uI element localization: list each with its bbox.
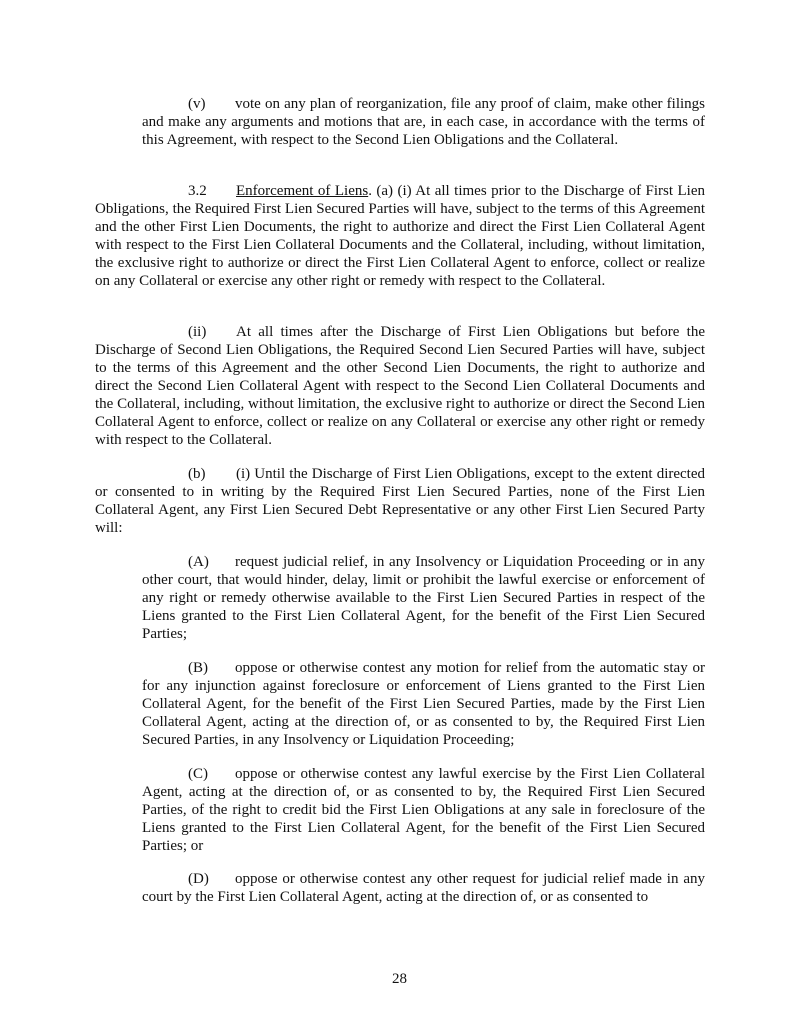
paragraph-B (142, 659, 705, 749)
section-3-2-text: . (a) (i) At all times prior to the Discharge of First Lien Obligations, the Required First Lien Secured Parties will have, subject to the terms of this Agreement and the other First Lien Documents, the right to authorize and direct the First Lien Collateral Agent with respect to the First Lien Collateral Documents and the Collateral, including, without limitation, the exclusive right to authorize or direct the First Lien Collateral Agent to enforce, collect or realize on any Collateral or exercise any other right or remedy with respect to the Collateral. (95, 183, 705, 289)
paragraph-b-label: (b) (188, 466, 206, 482)
paragraph-A-label: (A) (188, 554, 209, 570)
section-3-2-number: 3.2 (188, 183, 207, 199)
paragraph-ii-label: (ii) (188, 324, 207, 340)
section-3-2 (95, 182, 705, 290)
page-number: 28 (392, 971, 407, 987)
paragraph-A-text: request judicial relief, in any Insolvency or Liquidation Proceeding or in any other court, that would hinder, delay, limit or prohibit the lawful exercise or enforcement of any right or remedy otherwise available to the First Lien Secured Parties in respect of the Liens granted to the First Lien Collateral Agent, for the benefit of the First Lien Secured Parties; (142, 554, 705, 642)
paragraph-C (142, 765, 705, 855)
paragraph-C-text: oppose or otherwise contest any lawful exercise by the First Lien Collateral Agent, acting at the direction of, or as consented to by, the Required First Lien Secured Parties, of the right to credit bid the First Lien Obligations at any sale in foreclosure of the Liens granted to the First Lien Collateral Agent, for the benefit of the First Lien Secured Parties; or (142, 766, 705, 854)
paragraph-v-label: (v) (188, 96, 206, 112)
paragraph-ii-text: At all times after the Discharge of First Lien Obligations but before the Discharge of Second Lien Obligations, the Required Second Lien Secured Parties will have, subject to the terms of this Agreement and the other Second Lien Documents, the right to authorize and direct the Second Lien Collateral Agent with respect to the Second Lien Collateral Documents and the Collateral, including, without limitation, the exclusive right to authorize or direct the Second Lien Collateral Agent to enforce, collect or realize on any Collateral or exercise any other right or remedy with respect to the Collateral. (95, 324, 705, 448)
paragraph-b-text: (i) Until the Discharge of First Lien Obligations, except to the extent directed or consented to in writing by the Required First Lien Secured Parties, none of the First Lien Collateral Agent, any First Lien Secured Debt Representative or any other First Lien Secured Party will: (95, 466, 705, 536)
paragraph-B-label: (B) (188, 660, 208, 676)
paragraph-A (142, 553, 705, 643)
paragraph-v-text: vote on any plan of reorganization, file any proof of claim, make other filings and make any arguments and motions that are, in each case, in accordance with the terms of this Agreement, with respect to the Second Lien Obligations and the Collateral. (142, 96, 705, 148)
paragraph-D-label: (D) (188, 871, 209, 887)
paragraph-D-text: oppose or otherwise contest any other request for judicial relief made in any court by the First Lien Collateral Agent, acting at the direction of, or as consented to (142, 871, 705, 905)
paragraph-v (142, 95, 705, 149)
paragraph-ii (95, 323, 705, 449)
paragraph-B-text: oppose or otherwise contest any motion for relief from the automatic stay or for any injunction against foreclosure or enforcement of Liens granted to the First Lien Collateral Agent, for the benefit of the First Lien Secured Parties, made by the First Lien Collateral Agent, acting at the direction of, or as consented to by, the Required First Lien Secured Parties, in any Insolvency or Liquidation Proceeding; (142, 660, 705, 748)
paragraph-D (142, 870, 705, 906)
section-3-2-heading: Enforcement of Liens (236, 183, 369, 199)
paragraph-C-label: (C) (188, 766, 208, 782)
paragraph-b (95, 465, 705, 537)
